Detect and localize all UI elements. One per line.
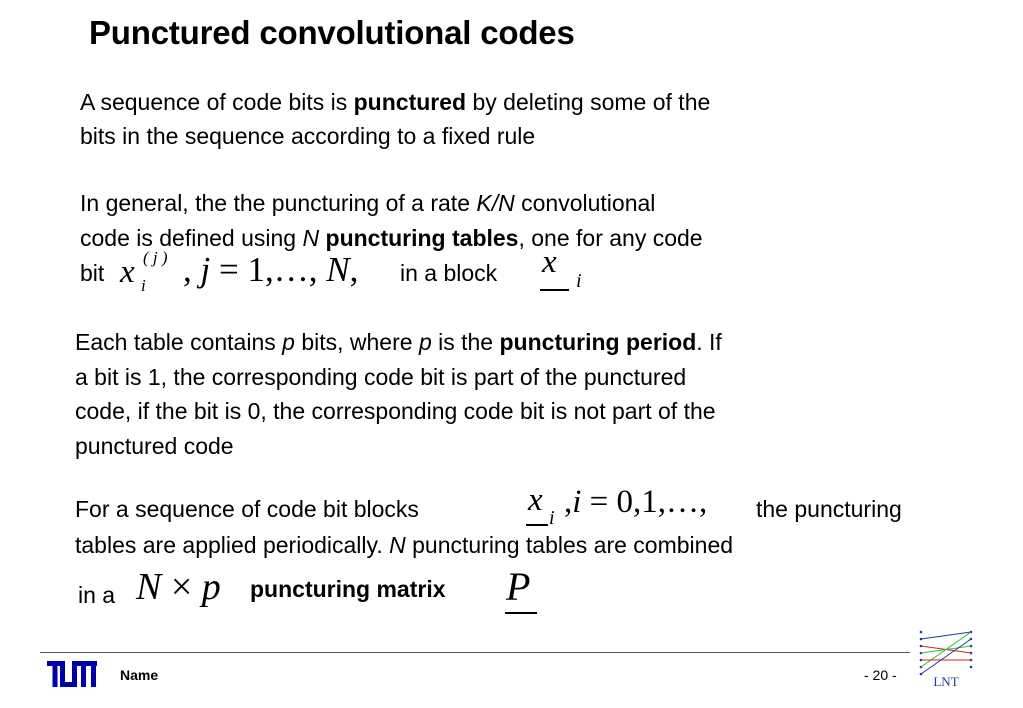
formula-blocks-range bbox=[564, 484, 707, 521]
text: . If bbox=[696, 329, 722, 355]
paragraph-1-line-2: bits in the sequence according to a fixed rule bbox=[80, 123, 536, 149]
tum-logo bbox=[47, 661, 97, 687]
vector-underline bbox=[540, 289, 569, 291]
paragraph-4-line-1-prefix: For a sequence of code bit blocks bbox=[75, 496, 419, 522]
math-times: × bbox=[170, 566, 193, 608]
paragraph-1-line-1 bbox=[80, 85, 710, 119]
paragraph-2-line-3-prefix: bit bbox=[80, 260, 105, 286]
paragraph-4-line-2 bbox=[75, 528, 733, 562]
bold-term-punctured: punctured bbox=[353, 89, 467, 115]
italic-p: p bbox=[282, 329, 295, 355]
lnt-logo-text: LNT bbox=[933, 674, 959, 688]
paragraph-4-line-3-prefix: in a bbox=[78, 582, 116, 608]
paragraph-2-line-2 bbox=[80, 221, 703, 255]
paragraph-2-line-1 bbox=[80, 186, 655, 220]
lnt-logo bbox=[915, 628, 977, 688]
formula-block-subscript-i: i bbox=[576, 270, 582, 292]
math-j: j bbox=[200, 250, 211, 289]
text: Each table contains bbox=[75, 329, 283, 355]
math-comma: , bbox=[564, 484, 573, 520]
math-equals: = bbox=[589, 484, 609, 520]
math-range: 0,1,…, bbox=[616, 484, 708, 520]
text: bits, where bbox=[294, 329, 419, 355]
math-i: i bbox=[572, 484, 582, 520]
paragraph-3-line-4: punctured code bbox=[75, 433, 234, 459]
formula-blocks-subscript-i: i bbox=[549, 507, 555, 529]
footer-divider bbox=[40, 652, 910, 653]
formula-superscript-j: ( j ) bbox=[143, 248, 168, 267]
italic-n: N bbox=[389, 532, 406, 558]
math-range: 1,…, bbox=[247, 250, 318, 289]
text: puncturing tables are combined bbox=[405, 532, 734, 558]
formula-matrix-size bbox=[136, 565, 221, 609]
italic-rate: K/N bbox=[476, 190, 515, 216]
text: code is defined using bbox=[80, 225, 303, 251]
italic-n: N bbox=[302, 225, 320, 251]
math-n: N bbox=[326, 250, 350, 289]
bold-term-puncturing-matrix: puncturing matrix bbox=[250, 576, 446, 602]
text: by deleting some of the bbox=[466, 89, 711, 115]
text: A sequence of code bits is bbox=[80, 89, 354, 115]
slide-title: Punctured convolutional codes bbox=[89, 14, 575, 51]
formula-code-bit bbox=[120, 254, 135, 291]
matrix-underline bbox=[505, 612, 537, 614]
vector-underline bbox=[526, 524, 548, 526]
math-comma: , bbox=[349, 250, 359, 289]
paragraph-3-line-1 bbox=[75, 325, 722, 359]
paragraph-4-line-1-suffix: the puncturing bbox=[756, 496, 902, 522]
math-comma: , bbox=[183, 250, 192, 289]
text: convolutional bbox=[514, 190, 656, 216]
text: is the bbox=[431, 329, 500, 355]
paragraph-2-line-3-suffix: in a block bbox=[400, 260, 498, 286]
math-equals: = bbox=[218, 250, 239, 289]
text: tables are applied periodically. bbox=[75, 532, 390, 558]
formula-blocks-vector: x bbox=[528, 482, 543, 518]
footer-page-number: - 20 - bbox=[864, 667, 897, 683]
footer-author-name: Name bbox=[120, 667, 159, 683]
formula-matrix-p: P bbox=[506, 564, 531, 609]
math-x: x bbox=[120, 254, 135, 290]
bold-term-puncturing-tables: puncturing tables bbox=[319, 225, 519, 251]
formula-index-range bbox=[183, 250, 358, 290]
paragraph-3-line-3: code, if the bit is 0, the corresponding code bit is not part of the bbox=[75, 398, 716, 424]
math-x-vector: x bbox=[542, 244, 557, 280]
italic-p: p bbox=[418, 329, 432, 355]
text: In general, the the puncturing of a rate bbox=[80, 190, 477, 216]
bold-term-puncturing-period: puncturing period bbox=[499, 329, 697, 355]
math-n: N bbox=[136, 566, 162, 608]
text: , one for any code bbox=[518, 225, 703, 251]
formula-subscript-i: i bbox=[141, 276, 146, 295]
paragraph-3-line-2: a bit is 1, the corresponding code bit is part of the punctured bbox=[75, 364, 687, 390]
formula-block-vector bbox=[542, 244, 557, 281]
math-p: p bbox=[201, 566, 221, 608]
